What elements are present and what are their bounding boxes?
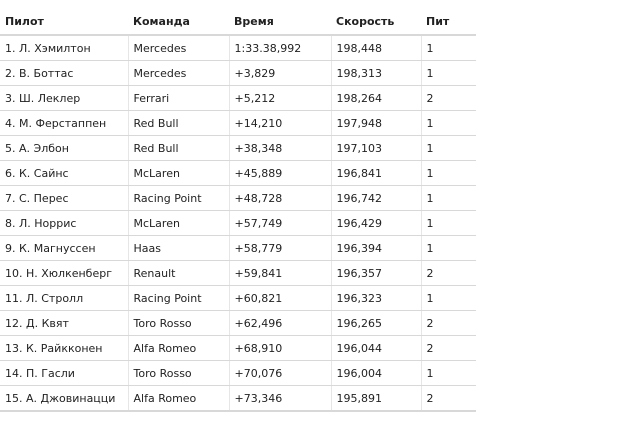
cell-pit: 2 bbox=[421, 86, 476, 111]
cell-pit: 1 bbox=[421, 186, 476, 211]
cell-speed: 198,264 bbox=[331, 86, 421, 111]
cell-team: Racing Point bbox=[128, 186, 229, 211]
cell-time: +48,728 bbox=[229, 186, 331, 211]
column-header-team: Команда bbox=[128, 8, 229, 35]
cell-speed: 197,948 bbox=[331, 111, 421, 136]
cell-pit: 1 bbox=[421, 161, 476, 186]
cell-pit: 1 bbox=[421, 136, 476, 161]
cell-time: +59,841 bbox=[229, 261, 331, 286]
table-row bbox=[0, 86, 476, 111]
cell-driver: 13. К. Райкконен bbox=[0, 336, 128, 361]
cell-team: Alfa Romeo bbox=[128, 386, 229, 412]
table-row bbox=[0, 161, 476, 186]
cell-time: +38,348 bbox=[229, 136, 331, 161]
table-row bbox=[0, 236, 476, 261]
cell-team: Alfa Romeo bbox=[128, 336, 229, 361]
race-results-table bbox=[0, 8, 476, 412]
table-row bbox=[0, 211, 476, 236]
table-body bbox=[0, 35, 476, 411]
column-header-time: Время bbox=[229, 8, 331, 35]
cell-speed: 196,429 bbox=[331, 211, 421, 236]
cell-speed: 196,742 bbox=[331, 186, 421, 211]
cell-team: McLaren bbox=[128, 211, 229, 236]
cell-time: +5,212 bbox=[229, 86, 331, 111]
cell-pit: 1 bbox=[421, 286, 476, 311]
cell-team: Haas bbox=[128, 236, 229, 261]
cell-pit: 2 bbox=[421, 261, 476, 286]
cell-speed: 197,103 bbox=[331, 136, 421, 161]
table-row bbox=[0, 261, 476, 286]
cell-speed: 196,394 bbox=[331, 236, 421, 261]
cell-driver: 1. Л. Хэмилтон bbox=[0, 35, 128, 61]
cell-time: +70,076 bbox=[229, 361, 331, 386]
cell-time: +45,889 bbox=[229, 161, 331, 186]
cell-speed: 196,323 bbox=[331, 286, 421, 311]
cell-driver: 14. П. Гасли bbox=[0, 361, 128, 386]
cell-driver: 15. А. Джовинацци bbox=[0, 386, 128, 412]
cell-speed: 196,265 bbox=[331, 311, 421, 336]
cell-pit: 1 bbox=[421, 111, 476, 136]
cell-speed: 196,044 bbox=[331, 336, 421, 361]
cell-speed: 196,841 bbox=[331, 161, 421, 186]
table-row bbox=[0, 61, 476, 86]
cell-driver: 6. К. Сайнс bbox=[0, 161, 128, 186]
cell-driver: 5. А. Элбон bbox=[0, 136, 128, 161]
cell-driver: 8. Л. Норрис bbox=[0, 211, 128, 236]
cell-driver: 11. Л. Стролл bbox=[0, 286, 128, 311]
table-row bbox=[0, 35, 476, 61]
cell-time: +14,210 bbox=[229, 111, 331, 136]
table-row bbox=[0, 186, 476, 211]
cell-team: Renault bbox=[128, 261, 229, 286]
table-header-row bbox=[0, 8, 476, 35]
cell-pit: 1 bbox=[421, 211, 476, 236]
cell-speed: 195,891 bbox=[331, 386, 421, 412]
cell-pit: 2 bbox=[421, 311, 476, 336]
cell-pit: 1 bbox=[421, 61, 476, 86]
table-row bbox=[0, 386, 476, 412]
table-row bbox=[0, 336, 476, 361]
cell-team: Red Bull bbox=[128, 136, 229, 161]
cell-pit: 1 bbox=[421, 236, 476, 261]
cell-team: McLaren bbox=[128, 161, 229, 186]
cell-pit: 1 bbox=[421, 361, 476, 386]
cell-time: +62,496 bbox=[229, 311, 331, 336]
column-header-speed: Скорость bbox=[331, 8, 421, 35]
cell-time: +68,910 bbox=[229, 336, 331, 361]
cell-time: +57,749 bbox=[229, 211, 331, 236]
cell-team: Toro Rosso bbox=[128, 311, 229, 336]
cell-speed: 198,313 bbox=[331, 61, 421, 86]
cell-speed: 196,004 bbox=[331, 361, 421, 386]
cell-pit: 2 bbox=[421, 386, 476, 412]
table-row bbox=[0, 361, 476, 386]
column-header-pit: Пит bbox=[421, 8, 476, 35]
column-header-driver: Пилот bbox=[0, 8, 128, 35]
cell-time: +3,829 bbox=[229, 61, 331, 86]
cell-team: Ferrari bbox=[128, 86, 229, 111]
cell-team: Racing Point bbox=[128, 286, 229, 311]
table-row bbox=[0, 111, 476, 136]
cell-driver: 4. М. Ферстаппен bbox=[0, 111, 128, 136]
cell-team: Mercedes bbox=[128, 35, 229, 61]
cell-driver: 10. Н. Хюлкенберг bbox=[0, 261, 128, 286]
table-row bbox=[0, 136, 476, 161]
cell-team: Mercedes bbox=[128, 61, 229, 86]
cell-time: 1:33.38,992 bbox=[229, 35, 331, 61]
cell-time: +73,346 bbox=[229, 386, 331, 412]
cell-time: +60,821 bbox=[229, 286, 331, 311]
cell-driver: 2. В. Боттас bbox=[0, 61, 128, 86]
cell-team: Red Bull bbox=[128, 111, 229, 136]
cell-time: +58,779 bbox=[229, 236, 331, 261]
cell-team: Toro Rosso bbox=[128, 361, 229, 386]
cell-driver: 9. К. Магнуссен bbox=[0, 236, 128, 261]
cell-driver: 7. С. Перес bbox=[0, 186, 128, 211]
table-row bbox=[0, 311, 476, 336]
cell-pit: 1 bbox=[421, 35, 476, 61]
cell-speed: 198,448 bbox=[331, 35, 421, 61]
cell-driver: 12. Д. Квят bbox=[0, 311, 128, 336]
cell-driver: 3. Ш. Леклер bbox=[0, 86, 128, 111]
cell-pit: 2 bbox=[421, 336, 476, 361]
table-row bbox=[0, 286, 476, 311]
cell-speed: 196,357 bbox=[331, 261, 421, 286]
